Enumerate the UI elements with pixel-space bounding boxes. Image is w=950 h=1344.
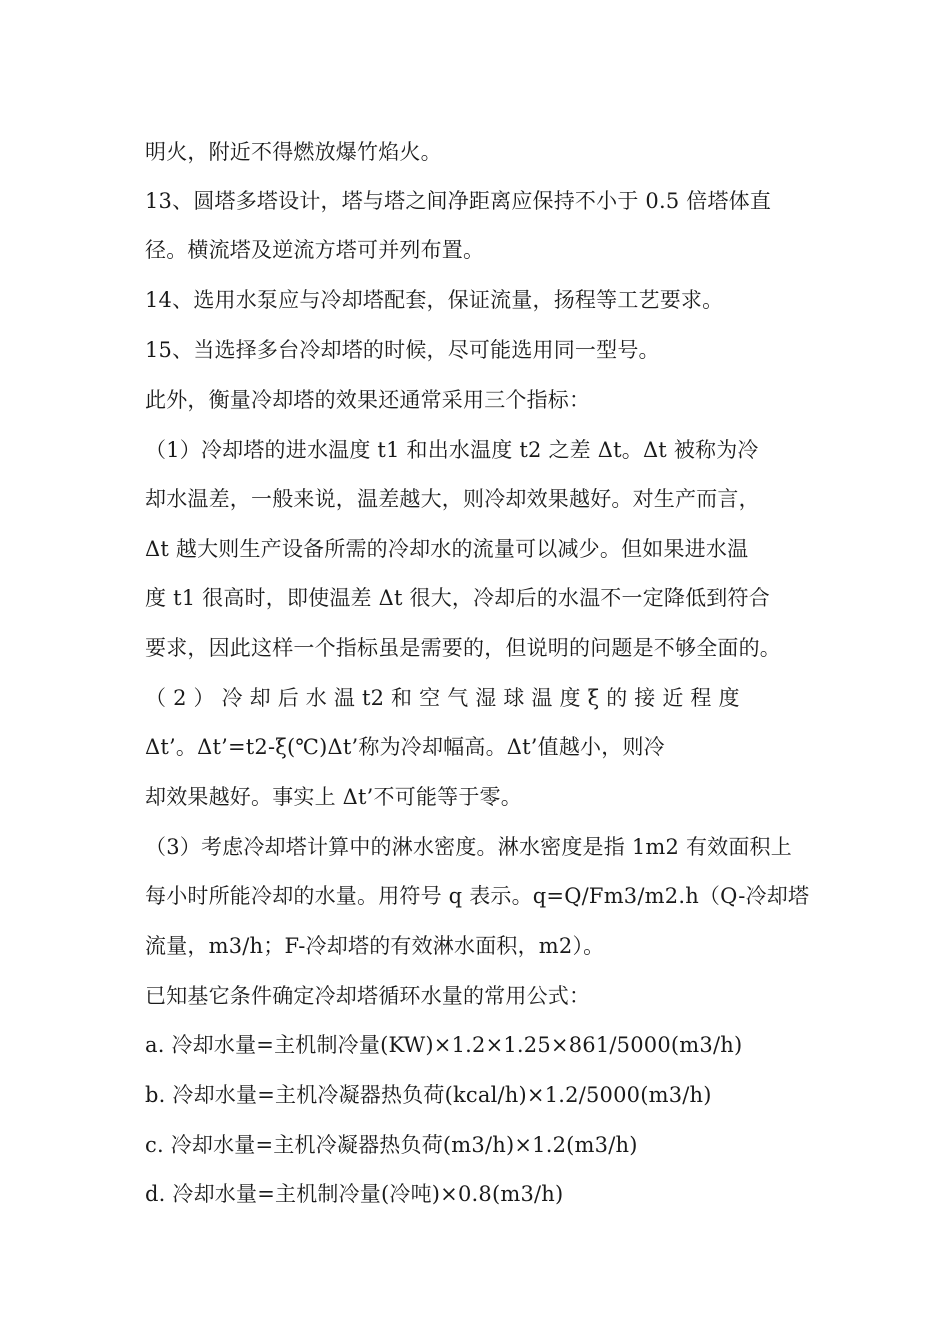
text-line: 已知基它条件确定冷却塔循环水量的常用公式： bbox=[145, 984, 591, 1008]
text-line: 流量，m3/h；F-冷却塔的有效淋水面积，m2）。 bbox=[145, 934, 605, 958]
text-line: 径。横流塔及逆流方塔可并列布置。 bbox=[145, 238, 485, 262]
text-line: Δt 越大则生产设备所需的冷却水的流量可以减少。但如果进水温 bbox=[145, 537, 749, 561]
text-line: a. 冷却水量=主机制冷量(KW)×1.2×1.25×861/5000(m3/h) bbox=[145, 1033, 743, 1057]
text-line: c. 冷却水量=主机冷凝器热负荷(m3/h)×1.2(m3/h) bbox=[145, 1133, 638, 1157]
text-line: 度 t1 很高时，即使温差 Δt 很大，冷却后的水温不一定降低到符合 bbox=[145, 586, 770, 610]
text-line: 此外，衡量冷却塔的效果还通常采用三个指标： bbox=[145, 388, 591, 412]
text-line: b. 冷却水量=主机冷凝器热负荷(kcal/h)×1.2/5000(m3/h) bbox=[145, 1083, 712, 1107]
text-line: d. 冷却水量=主机制冷量(冷吨)×0.8(m3/h) bbox=[145, 1182, 564, 1206]
text-line: 14、选用水泵应与冷却塔配套，保证流量，扬程等工艺要求。 bbox=[145, 288, 724, 312]
text-line: （3）考虑冷却塔计算中的淋水密度。淋水密度是指 1m2 有效面积上 bbox=[145, 835, 792, 859]
text-line: 13、圆塔多塔设计，塔与塔之间净距离应保持不小于 0.5 倍塔体直 bbox=[145, 189, 772, 213]
text-line: 要求，因此这样一个指标虽是需要的，但说明的问题是不够全面的。 bbox=[145, 636, 781, 660]
text-line: 明火，附近不得燃放爆竹焰火。 bbox=[145, 140, 442, 164]
text-line: 却效果越好。事实上 Δt’不可能等于零。 bbox=[145, 785, 522, 809]
text-line: 却水温差，一般来说，温差越大，则冷却效果越好。对生产而言， bbox=[145, 487, 760, 511]
text-line: （1）冷却塔的进水温度 t1 和出水温度 t2 之差 Δt。Δt 被称为冷 bbox=[145, 438, 759, 462]
text-line: 15、当选择多台冷却塔的时候，尽可能选用同一型号。 bbox=[145, 338, 660, 362]
text-line: Δt’。Δt’=t2-ξ(℃)Δt’称为冷却幅高。Δt’值越小，则冷 bbox=[145, 735, 665, 759]
text-line: （ 2 ） 冷 却 后 水 温 t2 和 空 气 湿 球 温 度 ξ 的 接 近 程 度 bbox=[145, 686, 740, 710]
text-line: 每小时所能冷却的水量。用符号 q 表示。q=Q/Fm3/m2.h（Q-冷却塔 bbox=[145, 884, 810, 908]
